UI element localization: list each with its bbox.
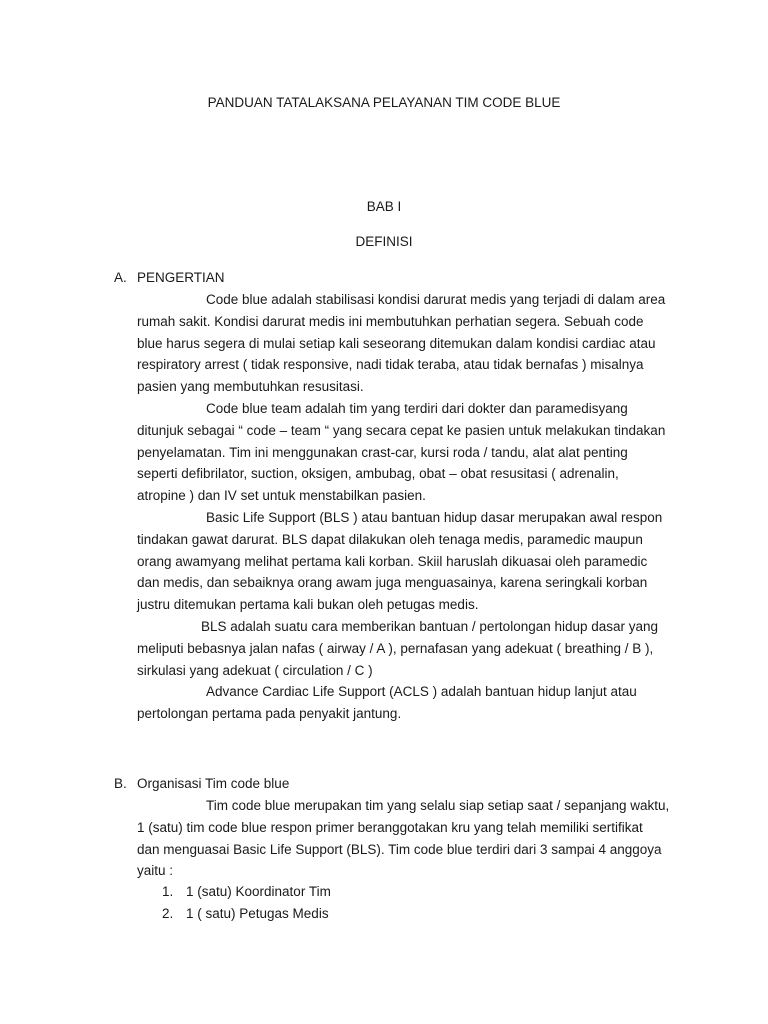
- text-line: sirkulasi yang adekuat ( circulation / C ): [137, 662, 373, 678]
- section-a-paragraph-1: [137, 289, 697, 398]
- document-title: PANDUAN TATALAKSANA PELAYANAN TIM CODE BLUE: [207, 95, 561, 110]
- list-item: [162, 881, 331, 903]
- chapter-title: DEFINISI: [355, 234, 413, 249]
- text-line: yaitu :: [137, 863, 174, 879]
- list-item: [162, 903, 329, 925]
- text-line: BLS adalah suatu cara memberikan bantuan / pertolongan hidup dasar yang: [201, 619, 659, 634]
- list-item-number: 2.: [162, 906, 174, 921]
- text-line: orang awamyang melihat pertama kali korban. Skiil haruslah dikuasai oleh paramedic: [137, 553, 648, 569]
- text-line: Basic Life Support (BLS ) atau bantuan hidup dasar merupakan awal respon: [206, 510, 663, 525]
- section-a-paragraph-5: [137, 681, 697, 725]
- text-line: seperti defibrilator, suction, oksigen, ambubag, obat – obat resusitasi ( adrenalin,: [137, 466, 619, 482]
- text-line: pertolongan pertama pada penyakit jantung.: [137, 705, 402, 721]
- text-line: Tim code blue merupakan tim yang selalu siap setiap saat / sepanjang waktu,: [206, 798, 670, 813]
- section-a-paragraph-2: [137, 398, 697, 507]
- section-a-paragraph-4: [137, 616, 697, 681]
- text-line: meliputi bebasnya jalan nafas ( airway / A ), pernafasan yang adekuat ( breathing / B ),: [137, 640, 654, 656]
- text-line: respiratory arrest ( tidak responsive, nadi tidak teraba, atau tidak bernafas ) misalnya: [137, 357, 644, 373]
- section-a-paragraph-3: [137, 507, 697, 616]
- text-line: Advance Cardiac Life Support (ACLS ) adalah bantuan hidup lanjut atau: [206, 684, 637, 699]
- text-line: tindakan gawat darurat. BLS dapat dilakukan oleh tenaga medis, paramedic maupun: [137, 531, 643, 547]
- text-line: Code blue adalah stabilisasi kondisi darurat medis yang terjadi di dalam area: [206, 292, 666, 307]
- text-line: ditunjuk sebagai “ code – team “ yang secara cepat ke pasien untuk melakukan tindakan: [137, 422, 666, 438]
- text-line: dan menguasai Basic Life Support (BLS). Tim code blue terdiri dari 3 sampai 4 anggoya: [137, 841, 662, 857]
- text-line: justru ditemukan pertama kali bukan oleh petugas medis.: [137, 597, 479, 613]
- chapter-number: BAB I: [366, 199, 402, 214]
- text-line: dan medis, dan sebaiknya orang awam juga menguasainya, karena seringkali korban: [137, 575, 648, 591]
- text-line: rumah sakit. Kondisi darurat medis ini membutuhkan perhatian segera. Sebuah code: [137, 313, 644, 329]
- text-line: Code blue team adalah tim yang terdiri dari dokter dan paramedisyang: [206, 401, 628, 416]
- section-b-paragraph-1: [137, 795, 697, 882]
- text-line: pasien yang membutuhkan resusitasi.: [137, 379, 364, 395]
- text-line: penyelamatan. Tim ini menggunakan crast-car, kursi roda / tandu, alat alat penting: [137, 444, 628, 460]
- text-line: blue harus segera di mulai setiap kali seseorang ditemukan dalam kondisi cardiac atau: [137, 335, 656, 351]
- list-item-text: 1 (satu) Koordinator Tim: [186, 884, 331, 899]
- section-b-heading: Organisasi Tim code blue: [137, 776, 290, 791]
- section-a-heading: PENGERTIAN: [137, 270, 225, 285]
- list-item-number: 1.: [162, 884, 174, 899]
- list-item-text: 1 ( satu) Petugas Medis: [186, 906, 329, 921]
- text-line: 1 (satu) tim code blue respon primer beranggotakan kru yang telah memiliki sertifikat: [137, 819, 643, 835]
- section-b-letter: B.: [114, 776, 127, 791]
- section-a-letter: A.: [114, 270, 127, 285]
- text-line: atropine ) dan IV set untuk menstabilkan pasien.: [137, 488, 426, 504]
